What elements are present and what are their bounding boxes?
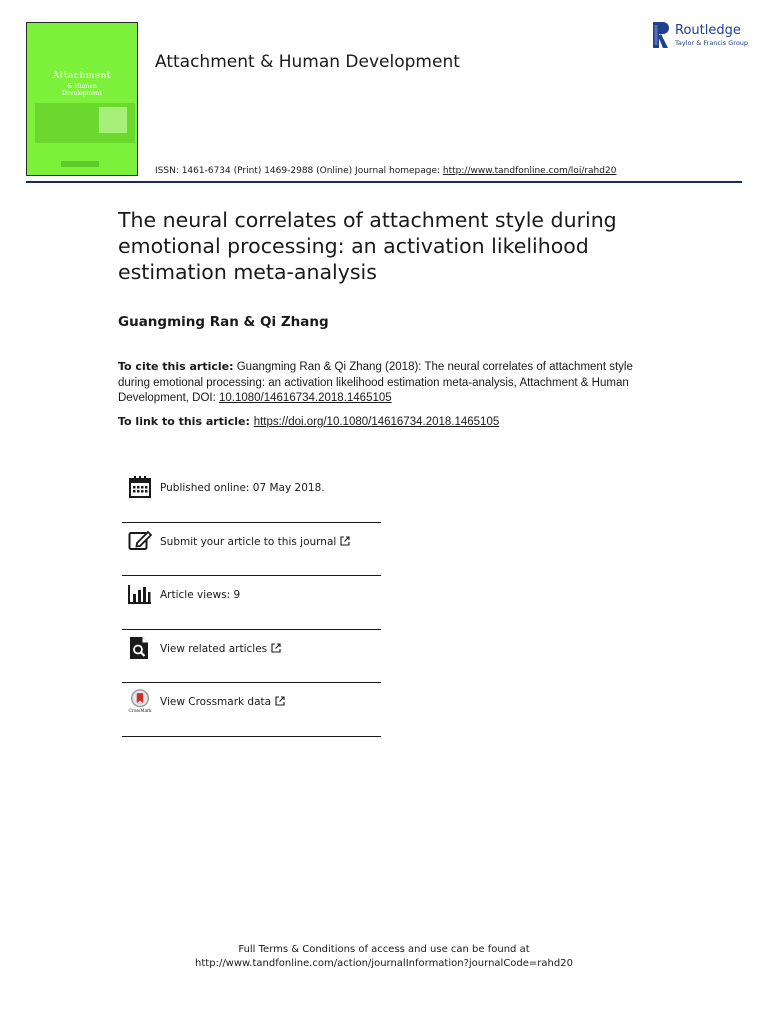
cover-logo bbox=[61, 161, 99, 167]
search-document-icon bbox=[128, 636, 152, 660]
publisher-group: Taylor & Francis Group bbox=[675, 39, 749, 47]
journal-title: Attachment & Human Development bbox=[155, 52, 460, 72]
published-online-row bbox=[122, 469, 381, 523]
external-link-icon bbox=[340, 536, 350, 546]
related-articles-row[interactable] bbox=[122, 630, 381, 684]
article-views-text: Article views: 9 bbox=[160, 589, 241, 601]
calendar-icon bbox=[128, 475, 152, 499]
edit-icon bbox=[128, 529, 152, 553]
citation-block bbox=[118, 359, 658, 407]
cover-panel bbox=[99, 107, 127, 133]
article-link-label: To link to this article: bbox=[118, 415, 254, 428]
cover-title: Attachment bbox=[52, 71, 112, 81]
crossmark-row[interactable] bbox=[122, 683, 381, 737]
cover-subtitle-line2: Development bbox=[61, 90, 103, 97]
journal-homepage-link[interactable]: http://www.tandfonline.com/loi/rahd20 bbox=[442, 166, 617, 176]
submit-article-text[interactable] bbox=[160, 536, 350, 548]
crossmark-icon bbox=[128, 689, 152, 713]
publisher-name: Routledge bbox=[675, 23, 741, 38]
bar-chart-icon bbox=[128, 582, 152, 606]
citation-label: To cite this article: bbox=[118, 360, 234, 373]
terms-line: Full Terms & Conditions of access and use can be found at bbox=[238, 944, 530, 955]
cover-subtitle-line1: & Human bbox=[67, 83, 97, 90]
submit-article-row[interactable] bbox=[122, 523, 381, 577]
article-link-line bbox=[118, 414, 499, 428]
article-views-row bbox=[122, 576, 381, 630]
article-title: The neural correlates of attachment style during emotional processing: an activation likelihood estimation meta-analysis bbox=[118, 208, 617, 284]
external-link-icon bbox=[275, 696, 285, 706]
related-articles-label: View related articles bbox=[160, 642, 268, 655]
terms-footer bbox=[0, 943, 768, 971]
submit-article-label: Submit your article to this journal bbox=[160, 535, 337, 548]
header-divider bbox=[26, 181, 742, 183]
published-online-text: Published online: 07 May 2018. bbox=[160, 482, 325, 494]
crossmark-caption: CrossMark bbox=[128, 708, 152, 713]
crossmark-text[interactable] bbox=[160, 696, 285, 708]
terms-url[interactable]: http://www.tandfonline.com/action/journalInformation?journalCode=rahd20 bbox=[195, 958, 573, 969]
cover-subtitle bbox=[27, 83, 137, 97]
issn-line bbox=[155, 166, 616, 176]
citation-text: Guangming Ran & Qi Zhang (2018): The neural correlates of attachment style during emotional processing: an activation likelihood estimation meta-analysis, Attachment & Human Development, DOI: bbox=[118, 361, 633, 404]
issn-text: ISSN: 1461-6734 (Print) 1469-2988 (Online) Journal homepage: bbox=[155, 166, 443, 176]
related-articles-text[interactable] bbox=[160, 643, 281, 655]
doi-link[interactable]: 10.1080/14616734.2018.1465105 bbox=[218, 392, 392, 404]
article-doi-url[interactable]: https://doi.org/10.1080/14616734.2018.1465105 bbox=[253, 416, 500, 428]
article-authors: Guangming Ran & Qi Zhang bbox=[118, 314, 329, 330]
crossmark-label: View Crossmark data bbox=[160, 696, 272, 708]
journal-cover bbox=[26, 22, 138, 176]
external-link-icon bbox=[271, 643, 281, 653]
article-info-list bbox=[122, 469, 381, 737]
routledge-r-icon bbox=[653, 22, 669, 48]
